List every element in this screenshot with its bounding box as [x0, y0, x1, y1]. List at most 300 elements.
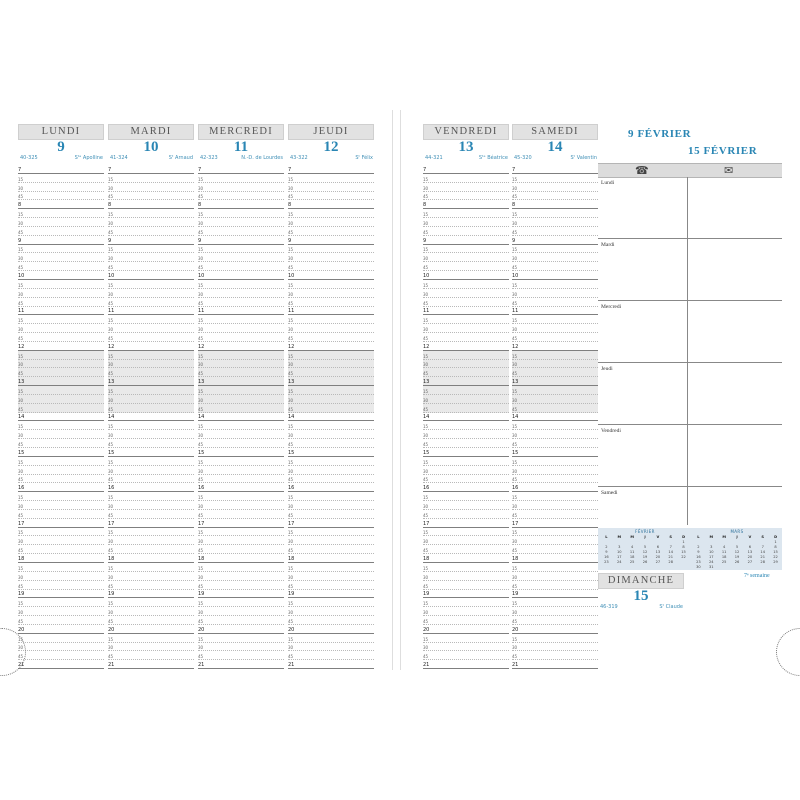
- time-slot[interactable]: [108, 616, 194, 625]
- time-slot[interactable]: [423, 209, 509, 218]
- time-slot[interactable]: [108, 581, 194, 590]
- time-slot[interactable]: [198, 625, 284, 634]
- time-slot[interactable]: [198, 386, 284, 395]
- time-slot[interactable]: [18, 386, 104, 395]
- time-slot[interactable]: [288, 289, 374, 298]
- time-slot[interactable]: [423, 554, 509, 563]
- time-slot[interactable]: [512, 634, 598, 643]
- time-slot[interactable]: [288, 625, 374, 634]
- time-slot[interactable]: [108, 519, 194, 528]
- time-slot[interactable]: [512, 430, 598, 439]
- time-slot[interactable]: [18, 510, 104, 519]
- time-slot[interactable]: [198, 289, 284, 298]
- time-slot[interactable]: [198, 598, 284, 607]
- time-slot[interactable]: [198, 192, 284, 201]
- time-slot[interactable]: [198, 253, 284, 262]
- time-slot[interactable]: [423, 245, 509, 254]
- time-slot[interactable]: [18, 271, 104, 280]
- time-slot[interactable]: [18, 245, 104, 254]
- time-slot[interactable]: [423, 581, 509, 590]
- time-slot[interactable]: [18, 236, 104, 245]
- time-slot[interactable]: [423, 625, 509, 634]
- time-slot[interactable]: [198, 209, 284, 218]
- time-slot[interactable]: [18, 581, 104, 590]
- time-slot[interactable]: [198, 439, 284, 448]
- time-slot[interactable]: [108, 200, 194, 209]
- time-slot[interactable]: [198, 218, 284, 227]
- time-slot[interactable]: [18, 483, 104, 492]
- time-slot[interactable]: [108, 298, 194, 307]
- time-slot[interactable]: [18, 660, 104, 669]
- planning-row-lundi[interactable]: [598, 177, 782, 239]
- time-slot[interactable]: [198, 483, 284, 492]
- time-slot[interactable]: [512, 475, 598, 484]
- time-slot[interactable]: [423, 377, 509, 386]
- time-slot[interactable]: [18, 457, 104, 466]
- time-slot[interactable]: [198, 616, 284, 625]
- time-slot[interactable]: [18, 651, 104, 660]
- time-slot[interactable]: [512, 165, 598, 174]
- time-slot[interactable]: [288, 598, 374, 607]
- time-slot[interactable]: [288, 386, 374, 395]
- time-slot[interactable]: [512, 386, 598, 395]
- time-slot[interactable]: [198, 528, 284, 537]
- time-slot[interactable]: [198, 421, 284, 430]
- time-slot[interactable]: [18, 209, 104, 218]
- time-slot[interactable]: [512, 209, 598, 218]
- time-slot[interactable]: [18, 165, 104, 174]
- time-slot[interactable]: [108, 466, 194, 475]
- time-slot[interactable]: [512, 519, 598, 528]
- time-slot[interactable]: [198, 262, 284, 271]
- time-slot[interactable]: [288, 439, 374, 448]
- time-slot[interactable]: [198, 519, 284, 528]
- time-slot[interactable]: [512, 298, 598, 307]
- time-slot[interactable]: [198, 360, 284, 369]
- time-slot[interactable]: [423, 643, 509, 652]
- time-slot[interactable]: [198, 333, 284, 342]
- time-slot[interactable]: [512, 660, 598, 669]
- time-slot[interactable]: [18, 227, 104, 236]
- time-slot[interactable]: [288, 368, 374, 377]
- time-slot[interactable]: [288, 404, 374, 413]
- time-slot[interactable]: [423, 174, 509, 183]
- time-slot[interactable]: [288, 607, 374, 616]
- time-slot[interactable]: [423, 598, 509, 607]
- time-slot[interactable]: [198, 413, 284, 422]
- planning-row-jeudi[interactable]: [598, 363, 782, 425]
- time-slot[interactable]: [288, 351, 374, 360]
- time-slot[interactable]: [18, 253, 104, 262]
- time-slot[interactable]: [512, 368, 598, 377]
- time-slot[interactable]: [108, 289, 194, 298]
- time-slot[interactable]: [18, 183, 104, 192]
- time-slot[interactable]: [512, 510, 598, 519]
- time-slot[interactable]: [198, 545, 284, 554]
- time-slot[interactable]: [512, 651, 598, 660]
- time-slot[interactable]: [18, 324, 104, 333]
- time-slot[interactable]: [18, 634, 104, 643]
- time-slot[interactable]: [18, 501, 104, 510]
- time-slot[interactable]: [288, 519, 374, 528]
- time-slot[interactable]: [18, 475, 104, 484]
- time-slot[interactable]: [288, 218, 374, 227]
- time-slot[interactable]: [288, 421, 374, 430]
- time-slot[interactable]: [512, 174, 598, 183]
- time-slot[interactable]: [288, 430, 374, 439]
- time-slot[interactable]: [288, 298, 374, 307]
- time-slot[interactable]: [198, 510, 284, 519]
- time-slot[interactable]: [18, 545, 104, 554]
- time-slot[interactable]: [512, 421, 598, 430]
- planning-row-vendredi[interactable]: [598, 425, 782, 487]
- time-slot[interactable]: [198, 660, 284, 669]
- time-slot[interactable]: [198, 643, 284, 652]
- time-slot[interactable]: [288, 200, 374, 209]
- time-slot[interactable]: [512, 360, 598, 369]
- time-slot[interactable]: [423, 386, 509, 395]
- time-slot[interactable]: [198, 501, 284, 510]
- time-slot[interactable]: [512, 395, 598, 404]
- time-slot[interactable]: [198, 280, 284, 289]
- time-slot[interactable]: [512, 253, 598, 262]
- time-slot[interactable]: [18, 616, 104, 625]
- time-slot[interactable]: [423, 439, 509, 448]
- time-slot[interactable]: [288, 342, 374, 351]
- time-slot[interactable]: [512, 183, 598, 192]
- time-slot[interactable]: [108, 528, 194, 537]
- time-slot[interactable]: [288, 209, 374, 218]
- time-slot[interactable]: [108, 227, 194, 236]
- time-slot[interactable]: [512, 351, 598, 360]
- time-slot[interactable]: [512, 572, 598, 581]
- time-slot[interactable]: [423, 421, 509, 430]
- time-slot[interactable]: [108, 236, 194, 245]
- time-slot[interactable]: [198, 324, 284, 333]
- time-slot[interactable]: [288, 245, 374, 254]
- time-slot[interactable]: [512, 324, 598, 333]
- time-slot[interactable]: [18, 625, 104, 634]
- time-slot[interactable]: [288, 634, 374, 643]
- time-slot[interactable]: [198, 607, 284, 616]
- time-slot[interactable]: [423, 183, 509, 192]
- time-slot[interactable]: [198, 236, 284, 245]
- time-slot[interactable]: [423, 616, 509, 625]
- time-slot[interactable]: [108, 651, 194, 660]
- time-slot[interactable]: [512, 289, 598, 298]
- time-slot[interactable]: [198, 634, 284, 643]
- time-slot[interactable]: [423, 192, 509, 201]
- time-slot[interactable]: [108, 439, 194, 448]
- time-slot[interactable]: [108, 315, 194, 324]
- time-slot[interactable]: [18, 218, 104, 227]
- time-slot[interactable]: [512, 545, 598, 554]
- time-slot[interactable]: [512, 607, 598, 616]
- time-slot[interactable]: [423, 651, 509, 660]
- time-slot[interactable]: [108, 634, 194, 643]
- time-slot[interactable]: [198, 581, 284, 590]
- time-slot[interactable]: [198, 245, 284, 254]
- time-slot[interactable]: [198, 572, 284, 581]
- time-slot[interactable]: [18, 351, 104, 360]
- time-slot[interactable]: [423, 165, 509, 174]
- time-slot[interactable]: [198, 448, 284, 457]
- time-slot[interactable]: [18, 563, 104, 572]
- time-slot[interactable]: [108, 245, 194, 254]
- time-slot[interactable]: [108, 271, 194, 280]
- time-slot[interactable]: [18, 298, 104, 307]
- time-slot[interactable]: [423, 360, 509, 369]
- time-slot[interactable]: [512, 448, 598, 457]
- time-slot[interactable]: [108, 483, 194, 492]
- time-slot[interactable]: [198, 315, 284, 324]
- time-slot[interactable]: [198, 395, 284, 404]
- time-slot[interactable]: [423, 510, 509, 519]
- time-slot[interactable]: [288, 572, 374, 581]
- planning-row-mardi[interactable]: [598, 239, 782, 301]
- time-slot[interactable]: [512, 333, 598, 342]
- time-slot[interactable]: [108, 368, 194, 377]
- time-slot[interactable]: [288, 307, 374, 316]
- time-slot[interactable]: [512, 625, 598, 634]
- time-slot[interactable]: [423, 483, 509, 492]
- time-slot[interactable]: [288, 183, 374, 192]
- time-slot[interactable]: [108, 183, 194, 192]
- time-slot[interactable]: [18, 395, 104, 404]
- time-slot[interactable]: [108, 457, 194, 466]
- time-slot[interactable]: [18, 377, 104, 386]
- time-slot[interactable]: [108, 643, 194, 652]
- time-slot[interactable]: [108, 590, 194, 599]
- time-slot[interactable]: [288, 483, 374, 492]
- time-slot[interactable]: [423, 634, 509, 643]
- time-slot[interactable]: [18, 200, 104, 209]
- time-slot[interactable]: [423, 660, 509, 669]
- time-slot[interactable]: [512, 457, 598, 466]
- time-slot[interactable]: [108, 377, 194, 386]
- time-slot[interactable]: [108, 660, 194, 669]
- time-slot[interactable]: [108, 253, 194, 262]
- time-slot[interactable]: [198, 651, 284, 660]
- time-slot[interactable]: [18, 466, 104, 475]
- time-slot[interactable]: [288, 377, 374, 386]
- time-slot[interactable]: [108, 333, 194, 342]
- time-slot[interactable]: [18, 572, 104, 581]
- time-slot[interactable]: [512, 536, 598, 545]
- time-slot[interactable]: [288, 492, 374, 501]
- time-slot[interactable]: [423, 404, 509, 413]
- time-slot[interactable]: [288, 545, 374, 554]
- time-slot[interactable]: [198, 475, 284, 484]
- time-slot[interactable]: [512, 439, 598, 448]
- time-slot[interactable]: [288, 554, 374, 563]
- time-slot[interactable]: [512, 483, 598, 492]
- time-slot[interactable]: [288, 360, 374, 369]
- time-slot[interactable]: [288, 413, 374, 422]
- time-slot[interactable]: [18, 430, 104, 439]
- time-slot[interactable]: [423, 218, 509, 227]
- time-slot[interactable]: [423, 466, 509, 475]
- time-slot[interactable]: [288, 528, 374, 537]
- time-slot[interactable]: [423, 333, 509, 342]
- time-slot[interactable]: [423, 545, 509, 554]
- time-slot[interactable]: [108, 448, 194, 457]
- time-slot[interactable]: [108, 342, 194, 351]
- time-slot[interactable]: [198, 200, 284, 209]
- time-slot[interactable]: [288, 563, 374, 572]
- time-slot[interactable]: [288, 475, 374, 484]
- time-slot[interactable]: [512, 528, 598, 537]
- time-slot[interactable]: [423, 475, 509, 484]
- time-slot[interactable]: [108, 395, 194, 404]
- time-slot[interactable]: [512, 616, 598, 625]
- time-slot[interactable]: [108, 572, 194, 581]
- time-slot[interactable]: [512, 413, 598, 422]
- time-slot[interactable]: [512, 192, 598, 201]
- time-slot[interactable]: [423, 324, 509, 333]
- time-slot[interactable]: [512, 590, 598, 599]
- time-slot[interactable]: [108, 563, 194, 572]
- time-slot[interactable]: [108, 360, 194, 369]
- time-slot[interactable]: [512, 271, 598, 280]
- time-slot[interactable]: [288, 448, 374, 457]
- time-slot[interactable]: [423, 395, 509, 404]
- time-slot[interactable]: [512, 598, 598, 607]
- time-slot[interactable]: [18, 280, 104, 289]
- time-slot[interactable]: [18, 192, 104, 201]
- time-slot[interactable]: [198, 554, 284, 563]
- time-slot[interactable]: [512, 307, 598, 316]
- time-slot[interactable]: [423, 572, 509, 581]
- time-slot[interactable]: [512, 262, 598, 271]
- time-slot[interactable]: [18, 643, 104, 652]
- time-slot[interactable]: [423, 236, 509, 245]
- time-slot[interactable]: [423, 430, 509, 439]
- time-slot[interactable]: [288, 236, 374, 245]
- time-slot[interactable]: [108, 386, 194, 395]
- time-slot[interactable]: [288, 457, 374, 466]
- time-slot[interactable]: [198, 351, 284, 360]
- time-slot[interactable]: [288, 262, 374, 271]
- time-slot[interactable]: [18, 448, 104, 457]
- time-slot[interactable]: [423, 501, 509, 510]
- time-slot[interactable]: [198, 457, 284, 466]
- time-slot[interactable]: [423, 200, 509, 209]
- time-slot[interactable]: [423, 413, 509, 422]
- time-slot[interactable]: [288, 616, 374, 625]
- time-slot[interactable]: [288, 165, 374, 174]
- time-slot[interactable]: [512, 315, 598, 324]
- time-slot[interactable]: [18, 519, 104, 528]
- time-slot[interactable]: [18, 528, 104, 537]
- time-slot[interactable]: [108, 492, 194, 501]
- time-slot[interactable]: [198, 174, 284, 183]
- time-slot[interactable]: [288, 280, 374, 289]
- time-slot[interactable]: [18, 607, 104, 616]
- time-slot[interactable]: [18, 439, 104, 448]
- time-slot[interactable]: [423, 271, 509, 280]
- time-slot[interactable]: [512, 227, 598, 236]
- time-slot[interactable]: [423, 536, 509, 545]
- time-slot[interactable]: [18, 404, 104, 413]
- time-slot[interactable]: [512, 581, 598, 590]
- time-slot[interactable]: [18, 492, 104, 501]
- time-slot[interactable]: [18, 174, 104, 183]
- time-slot[interactable]: [108, 536, 194, 545]
- time-slot[interactable]: [108, 510, 194, 519]
- time-slot[interactable]: [288, 315, 374, 324]
- time-slot[interactable]: [512, 466, 598, 475]
- time-slot[interactable]: [288, 395, 374, 404]
- time-slot[interactable]: [108, 165, 194, 174]
- time-slot[interactable]: [108, 218, 194, 227]
- time-slot[interactable]: [512, 342, 598, 351]
- time-slot[interactable]: [288, 192, 374, 201]
- time-slot[interactable]: [288, 333, 374, 342]
- time-slot[interactable]: [423, 315, 509, 324]
- time-slot[interactable]: [198, 183, 284, 192]
- time-slot[interactable]: [288, 536, 374, 545]
- time-slot[interactable]: [18, 598, 104, 607]
- time-slot[interactable]: [198, 298, 284, 307]
- time-slot[interactable]: [108, 192, 194, 201]
- time-slot[interactable]: [198, 492, 284, 501]
- time-slot[interactable]: [18, 554, 104, 563]
- time-slot[interactable]: [512, 643, 598, 652]
- time-slot[interactable]: [198, 307, 284, 316]
- time-slot[interactable]: [512, 236, 598, 245]
- time-slot[interactable]: [288, 581, 374, 590]
- time-slot[interactable]: [18, 289, 104, 298]
- time-slot[interactable]: [18, 262, 104, 271]
- time-slot[interactable]: [198, 536, 284, 545]
- time-slot[interactable]: [288, 590, 374, 599]
- time-slot[interactable]: [198, 430, 284, 439]
- time-slot[interactable]: [512, 377, 598, 386]
- time-slot[interactable]: [18, 315, 104, 324]
- time-slot[interactable]: [108, 262, 194, 271]
- time-slot[interactable]: [423, 342, 509, 351]
- time-slot[interactable]: [512, 245, 598, 254]
- time-slot[interactable]: [108, 421, 194, 430]
- time-slot[interactable]: [108, 280, 194, 289]
- time-slot[interactable]: [288, 253, 374, 262]
- time-slot[interactable]: [108, 404, 194, 413]
- time-slot[interactable]: [423, 492, 509, 501]
- time-slot[interactable]: [288, 324, 374, 333]
- time-slot[interactable]: [108, 475, 194, 484]
- planning-row-mercredi[interactable]: [598, 301, 782, 363]
- time-slot[interactable]: [108, 413, 194, 422]
- time-slot[interactable]: [108, 501, 194, 510]
- time-slot[interactable]: [512, 200, 598, 209]
- time-slot[interactable]: [423, 607, 509, 616]
- time-slot[interactable]: [512, 404, 598, 413]
- time-slot[interactable]: [423, 519, 509, 528]
- time-slot[interactable]: [108, 324, 194, 333]
- time-slot[interactable]: [108, 430, 194, 439]
- time-slot[interactable]: [198, 165, 284, 174]
- time-slot[interactable]: [108, 625, 194, 634]
- time-slot[interactable]: [512, 563, 598, 572]
- time-slot[interactable]: [198, 368, 284, 377]
- time-slot[interactable]: [512, 280, 598, 289]
- time-slot[interactable]: [423, 457, 509, 466]
- time-slot[interactable]: [18, 413, 104, 422]
- time-slot[interactable]: [18, 368, 104, 377]
- time-slot[interactable]: [198, 227, 284, 236]
- time-slot[interactable]: [288, 271, 374, 280]
